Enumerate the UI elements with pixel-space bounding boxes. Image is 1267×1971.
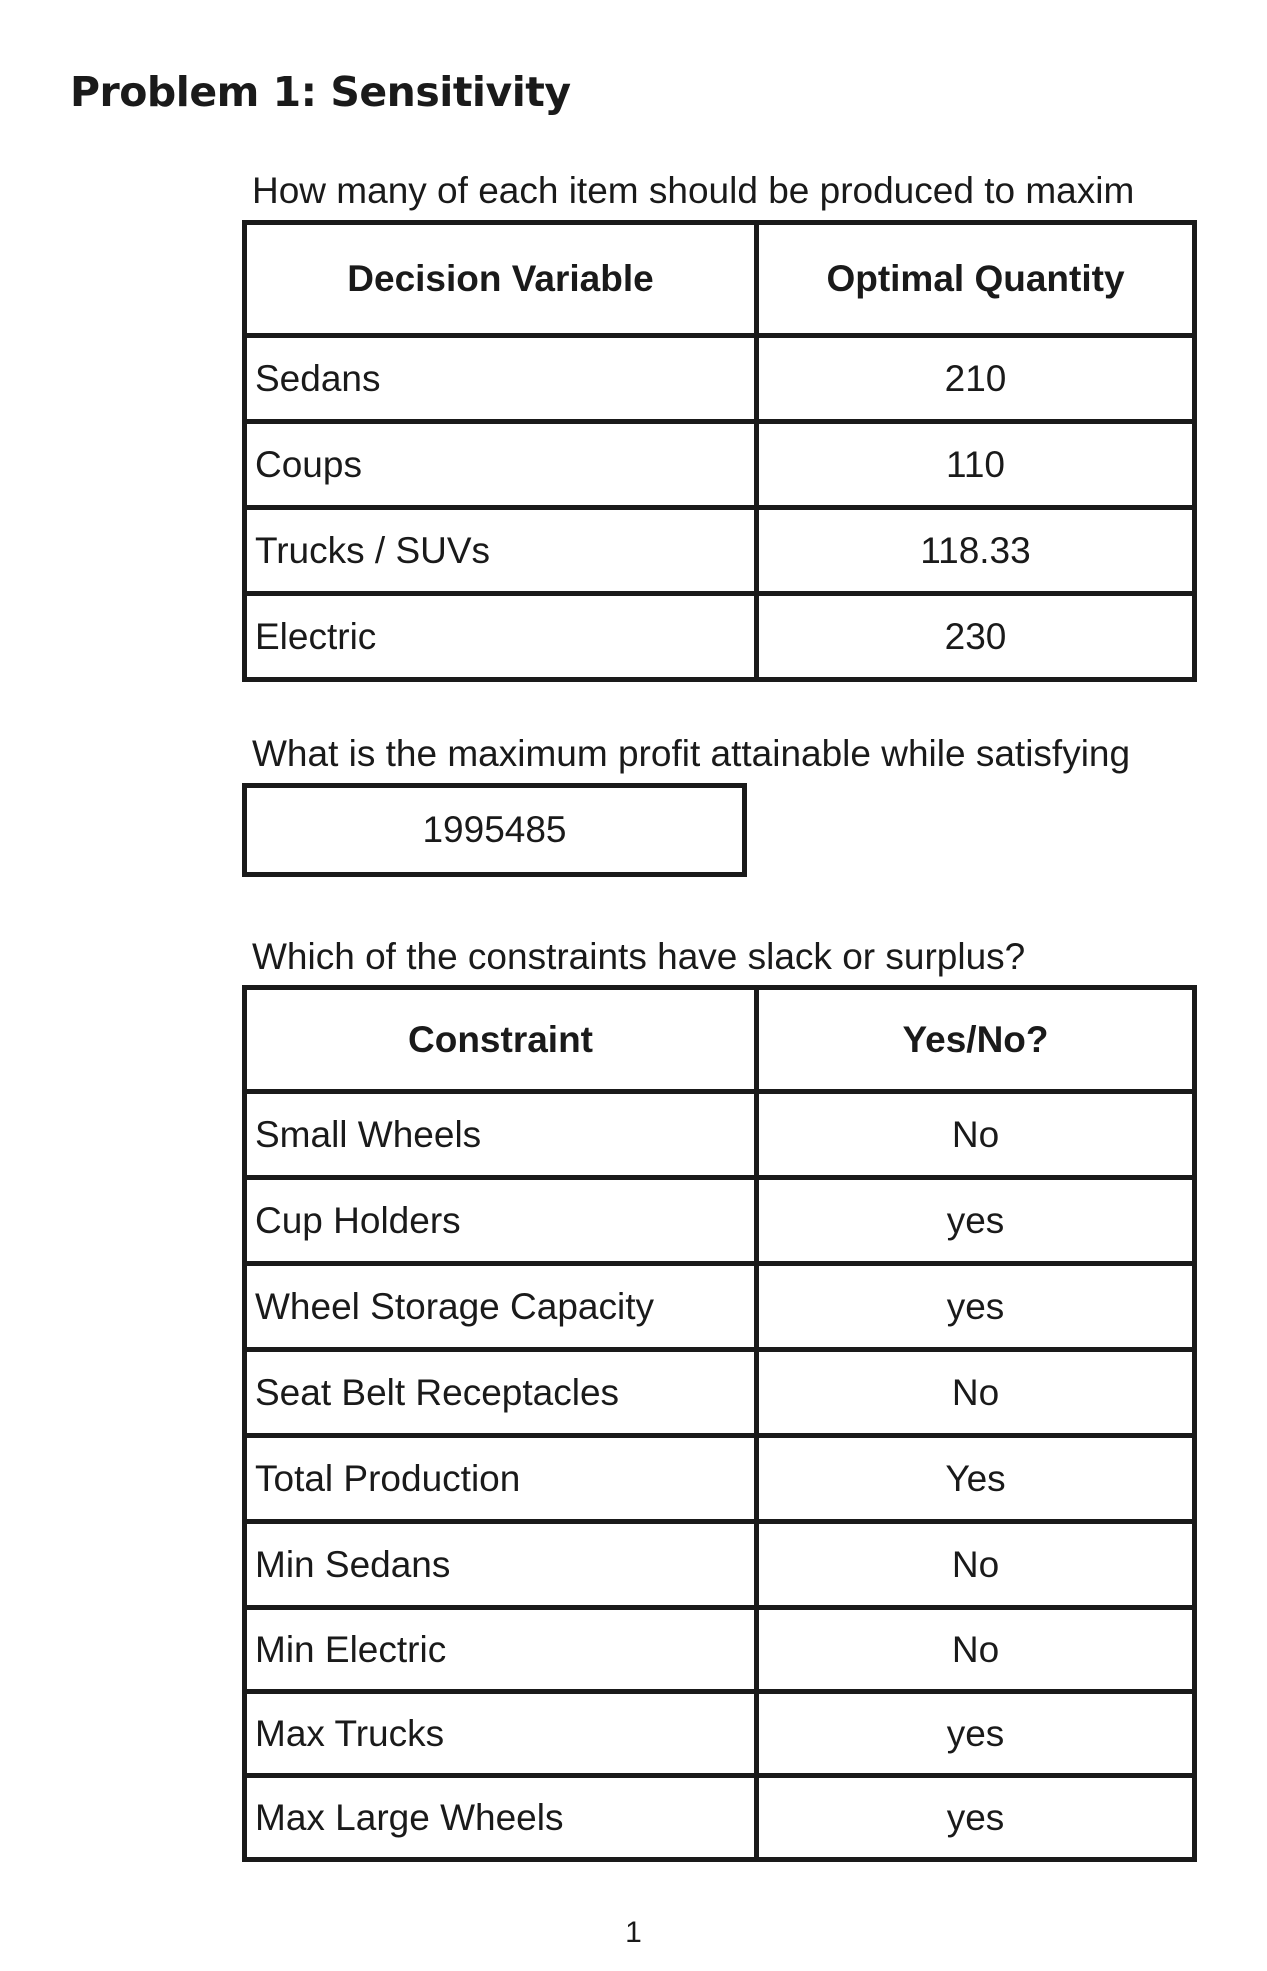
constraint-label: Min Sedans	[245, 1522, 757, 1608]
table-header-row	[245, 223, 1195, 336]
table-row	[245, 1178, 1195, 1264]
table-row	[245, 1776, 1195, 1860]
question-slack-surplus: Which of the constraints have slack or surplus?	[252, 936, 1026, 977]
column-header: Constraint	[245, 988, 757, 1092]
optimal-quantity-value: 210	[757, 336, 1195, 422]
table-row	[245, 594, 1195, 680]
constraint-label: Min Electric	[245, 1608, 757, 1692]
table-row	[245, 508, 1195, 594]
optimal-quantity-value: 118.33	[757, 508, 1195, 594]
column-header: Optimal Quantity	[757, 223, 1195, 336]
slack-answer: No	[757, 1608, 1195, 1692]
table-row	[245, 336, 1195, 422]
decision-variable-label: Sedans	[245, 336, 757, 422]
constraint-label: Max Large Wheels	[245, 1776, 757, 1860]
slack-answer: yes	[757, 1264, 1195, 1350]
constraint-label: Total Production	[245, 1436, 757, 1522]
question-maximum-profit: What is the maximum profit attainable while satisfying	[252, 733, 1131, 774]
decision-variable-label: Coups	[245, 422, 757, 508]
table-row	[245, 1092, 1195, 1178]
optimal-quantity-value: 110	[757, 422, 1195, 508]
question-optimal-quantities: How many of each item should be produced to maxim	[252, 170, 1135, 211]
slack-answer: yes	[757, 1776, 1195, 1860]
constraint-label: Small Wheels	[245, 1092, 757, 1178]
constraint-label: Wheel Storage Capacity	[245, 1264, 757, 1350]
constraint-label: Cup Holders	[245, 1178, 757, 1264]
constraint-label: Max Trucks	[245, 1692, 757, 1776]
decision-variable-table	[242, 220, 1197, 682]
slack-answer: yes	[757, 1692, 1195, 1776]
slack-answer: No	[757, 1092, 1195, 1178]
table-row	[245, 1436, 1195, 1522]
maximum-profit-answer: 1995485	[242, 783, 747, 877]
decision-variable-label: Trucks / SUVs	[245, 508, 757, 594]
optimal-quantity-value: 230	[757, 594, 1195, 680]
table-row	[245, 422, 1195, 508]
constraint-table	[242, 985, 1197, 1862]
table-row	[245, 1264, 1195, 1350]
table-row	[245, 1692, 1195, 1776]
slack-answer: No	[757, 1350, 1195, 1436]
table-row	[245, 1522, 1195, 1608]
slack-answer: yes	[757, 1178, 1195, 1264]
table-header-row	[245, 988, 1195, 1092]
decision-variable-label: Electric	[245, 594, 757, 680]
page-number: 1	[625, 1916, 642, 1949]
table-row	[245, 1608, 1195, 1692]
page-title: Problem 1: Sensitivity	[70, 68, 571, 116]
column-header: Yes/No?	[757, 988, 1195, 1092]
table-row	[245, 1350, 1195, 1436]
column-header: Decision Variable	[245, 223, 757, 336]
slack-answer: No	[757, 1522, 1195, 1608]
slack-answer: Yes	[757, 1436, 1195, 1522]
constraint-label: Seat Belt Receptacles	[245, 1350, 757, 1436]
